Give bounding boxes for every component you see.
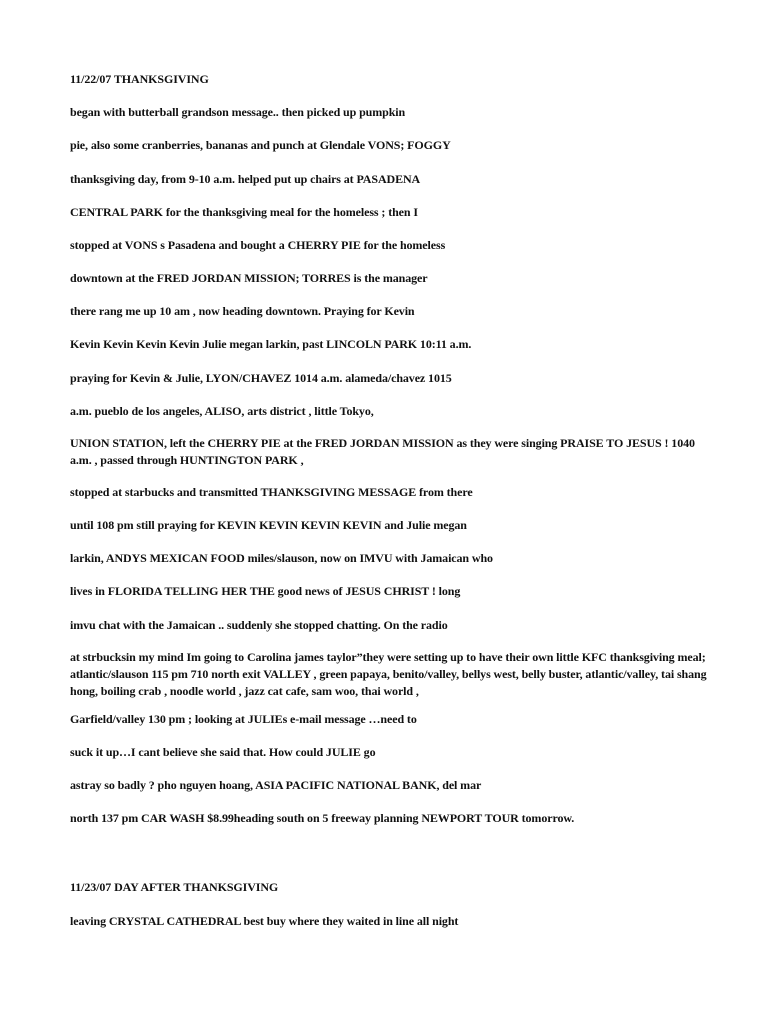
paragraph: lives in FLORIDA TELLING HER THE good news of JESUS CHRIST ! long [70, 584, 461, 598]
paragraph: downtown at the FRED JORDAN MISSION; TORRES is the manager [70, 271, 428, 285]
paragraph: UNION STATION, left the CHERRY PIE at the FRED JORDAN MISSION as they were singing PRAISE TO JESUS ! 1040 a.m. , passed through HUNTINGTON PARK , [70, 436, 695, 467]
paragraph: north 137 pm CAR WASH $8.99heading south on 5 freeway planning NEWPORT TOUR tomorrow. [70, 811, 575, 825]
paragraph: thanksgiving day, from 9-10 a.m. helped put up chairs at PASADENA [70, 172, 421, 186]
paragraph: until 108 pm still praying for KEVIN KEVIN KEVIN KEVIN and Julie megan [70, 518, 467, 532]
paragraph: CENTRAL PARK for the thanksgiving meal for the homeless ; then I [70, 205, 418, 219]
paragraph: imvu chat with the Jamaican .. suddenly she stopped chatting. On the radio [70, 618, 448, 632]
paragraph: stopped at starbucks and transmitted THANKSGIVING MESSAGE from there [70, 485, 473, 499]
paragraph: astray so badly ? pho nguyen hoang, ASIA PACIFIC NATIONAL BANK, del mar [70, 778, 482, 792]
paragraph: leaving CRYSTAL CATHEDRAL best buy where they waited in line all night [70, 914, 459, 928]
paragraph: began with butterball grandson message.. then picked up pumpkin [70, 105, 406, 119]
paragraph: at strbucksin my mind Im going to Carolina james taylor”they were setting up to have their own little KFC thanksgiving meal; atlantic/slauson 115 pm 710 north exit VALLEY , green papaya, benito/valley, bellys west, belly buster, atlantic/valley, tai shang hong, boiling crab , noodle world , jazz cat cafe, sam woo, thai world , [70, 650, 707, 698]
paragraph: Kevin Kevin Kevin Kevin Julie megan larkin, past LINCOLN PARK 10:11 a.m. [70, 337, 472, 351]
paragraph: stopped at VONS s Pasadena and bought a CHERRY PIE for the homeless [70, 238, 446, 252]
paragraph: larkin, ANDYS MEXICAN FOOD miles/slauson, now on IMVU with Jamaican who [70, 551, 493, 565]
paragraph: pie, also some cranberries, bananas and punch at Glendale VONS; FOGGY [70, 138, 451, 152]
entry-heading: 11/23/07 DAY AFTER THANKSGIVING [70, 880, 279, 894]
paragraph: suck it up…I cant believe she said that. How could JULIE go [70, 745, 376, 759]
entry-heading: 11/22/07 THANKSGIVING [70, 72, 209, 86]
paragraph: there rang me up 10 am , now heading downtown. Praying for Kevin [70, 304, 415, 318]
paragraph: Garfield/valley 130 pm ; looking at JULIEs e-mail message …need to [70, 712, 417, 726]
paragraph: a.m. pueblo de los angeles, ALISO, arts district , little Tokyo, [70, 404, 374, 418]
paragraph: praying for Kevin & Julie, LYON/CHAVEZ 1014 a.m. alameda/chavez 1015 [70, 371, 452, 385]
